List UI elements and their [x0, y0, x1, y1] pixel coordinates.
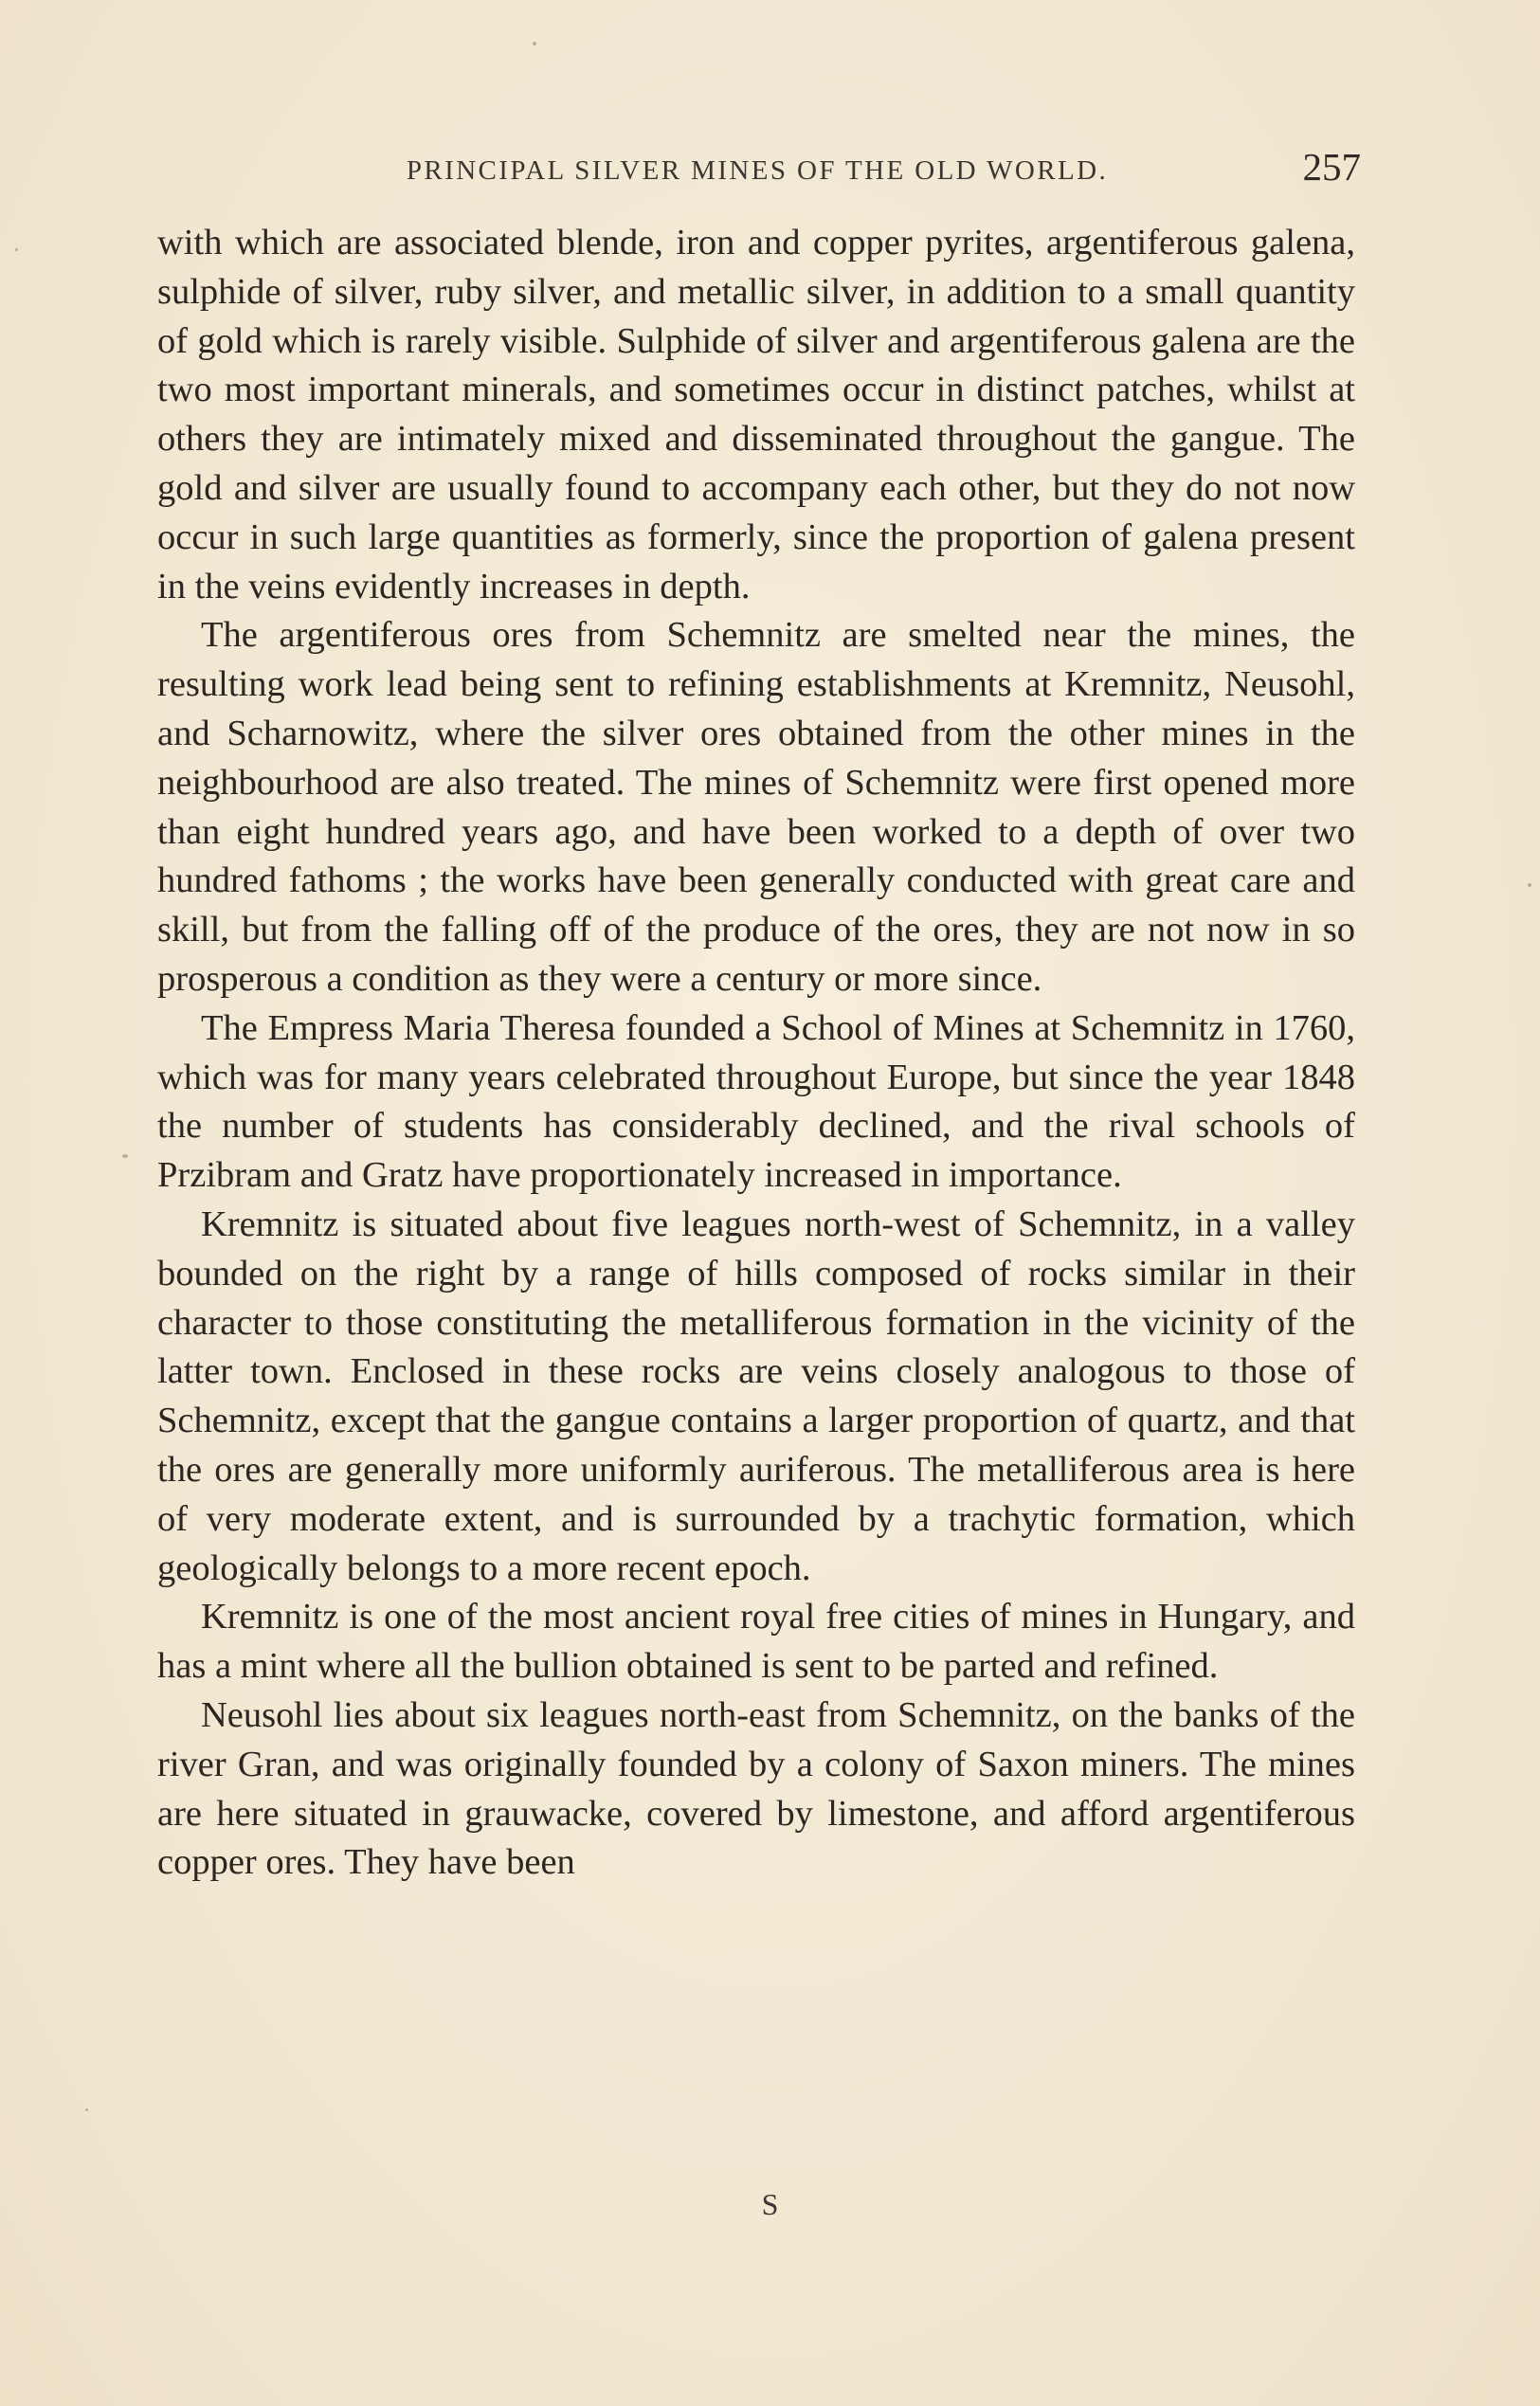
paper-speck [122, 1154, 128, 1158]
paragraph: with which are associated blende, iron and copper pyrites, argentiferous galena, sulphide of silver, ruby silver, and metallic silver, in addition to a small quantity of gold which is rarely visible. Sulphide of silver and argentiferous galena are the two most important minerals, and sometimes occur in distinct patches, whilst at others they are intimately mixed and disseminated throughout the gangue. The gold and silver are usually found to accompany each other, but they do not now occur in such large quantities as formerly, since the proportion of galena present in the veins evidently increases in depth. [157, 223, 1355, 606]
paragraph: Kremnitz is situated about five leagues north-west of Schemnitz, in a valley bounded on the right by a range of hills composed of rocks similar in their character to those constituting the metalliferous formation in the vicinity of the latter town. Enclosed in these rocks are veins closely analogous to those of Schemnitz, except that the gangue contains a larger proportion of quartz, and that the ores are generally more uniformly auriferous. The metalliferous area is here of very moderate extent, and is surrounded by a trachytic formation, which geologically belongs to a more recent epoch. [157, 1203, 1355, 1588]
signature-mark: S [761, 2187, 779, 2221]
running-head [159, 142, 1361, 199]
paragraph: Neusohl lies about six leagues north-east from Schemnitz, on the banks of the river Gran, and was originally founded by a colony of Saxon miners. The mines are here situated in grauwacke, covered by limestone, and afford argentiferous copper ores. They have been [157, 1694, 1355, 1883]
page-number: 257 [1302, 145, 1361, 189]
paragraph: The Empress Maria Theresa founded a School of Mines at Schemnitz in 1760, which was for many years celebrated throughout Europe, but since the year 1848 the number of students has considerably declined, and the rival schools of Przibram and Gratz have proportionately increased in importance. [157, 1007, 1355, 1196]
paper-speck [533, 42, 536, 45]
paragraph: Kremnitz is one of the most ancient royal free cities of mines in Hungary, and has a mint where all the bullion obtained is sent to be parted and refined. [157, 1597, 1355, 1687]
paper-speck [85, 2108, 88, 2111]
paragraph: The argentiferous ores from Schemnitz are smelted near the mines, the resulting work lead being sent to refining establishments at Kremnitz, Neusohl, and Scharnowitz, where the silver ores obtained from the other mines in the neighbourhood are also treated. The mines of Schemnitz were first opened more than eight hundred years ago, and have been worked to a depth of over two hundred fathoms ; the works have been generally conducted with great care and skill, but from the falling off of the produce of the ores, they are not now in so prosperous a condition as they were a century or more since. [157, 615, 1355, 999]
paper-speck [1528, 883, 1531, 887]
paper-speck [15, 248, 18, 251]
running-title: PRINCIPAL SILVER MINES OF THE OLD WORLD. [406, 155, 1109, 186]
body-text [157, 219, 1355, 1888]
